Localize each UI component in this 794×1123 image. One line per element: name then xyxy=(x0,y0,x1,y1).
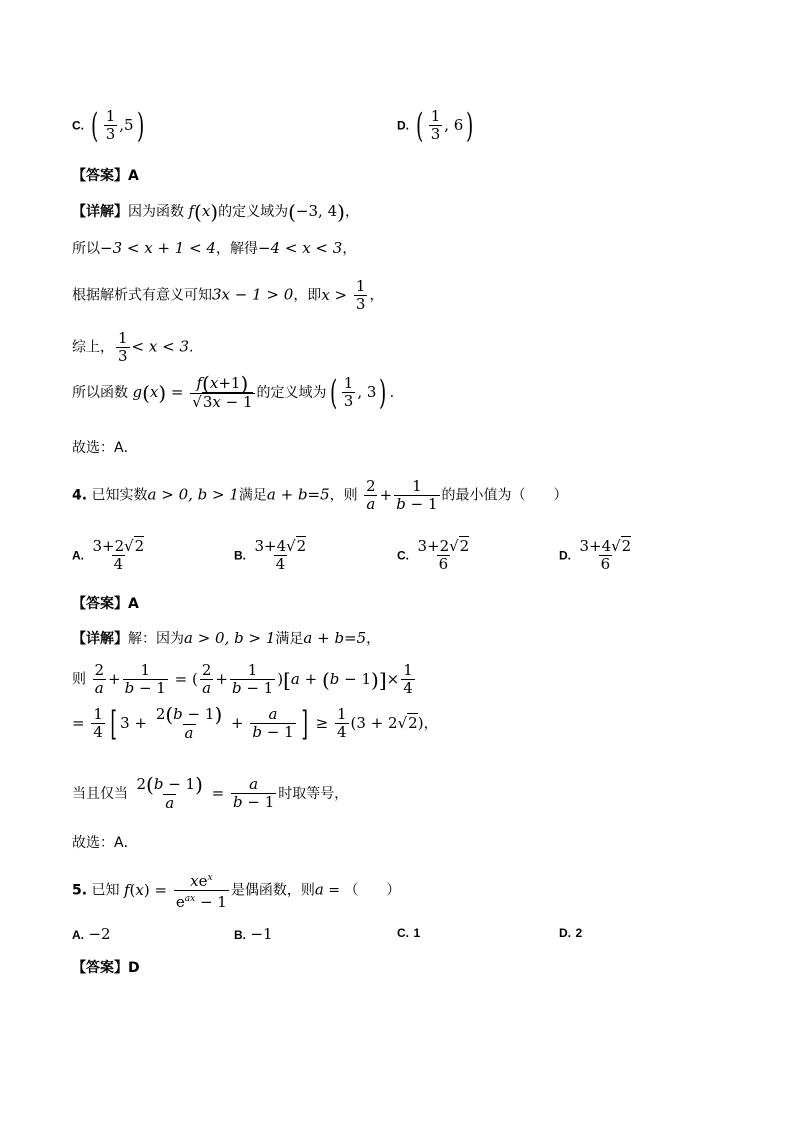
q5-stem: 5. 已知 f(x) = $\frac{xe^x}{e^{ax} - 1}$ 是偶函数，则a = （ ） xyxy=(72,872,401,911)
q4-detail-line-4: 当且仅当 $\frac{2(b - 1)}{a}$ = $\frac{a}{b - 1}$ 时取等号， xyxy=(72,772,349,812)
q4-detail-line-3: = $\frac{1}{4}$ [ 3 + $\frac{2(b - 1)}{a}$ + $\frac{a}{b - 1}$ ] ≥ $\frac{1}{4}$ (3 + 2√2)， xyxy=(72,702,438,744)
q4-answer: 【答案】A xyxy=(72,596,139,612)
q4-option-b: B. $\frac{3+4√2}{4}$ xyxy=(234,537,307,573)
q5-option-d: D. 2 xyxy=(559,926,583,940)
q3-detail-line-3: 根据解析式有意义可知3x − 1 > 0，即x > $\frac{1}{3}$ ， xyxy=(72,277,384,313)
q4-conclusion: 故选：A． xyxy=(72,835,138,851)
q5-option-a: A. −2 xyxy=(72,925,111,943)
q5-option-c: C. 1 xyxy=(397,926,421,940)
q4-option-d: D. $\frac{3+4√2}{6}$ xyxy=(559,537,632,573)
q4-detail-line-1: 【详解】解：因为a > 0, b > 1满足a + b=5， xyxy=(72,629,381,647)
q4-option-c: C. $\frac{3+2√2}{6}$ xyxy=(397,537,470,573)
q3-detail-line-5: 所以函数 g(x) = $\frac{f(x+1)}{√3x - 1}$ 的定义域为( $\frac{1}{3}$ , 3) . xyxy=(72,371,395,413)
q5-answer: 【答案】D xyxy=(72,960,140,976)
q5-option-b: B. −1 xyxy=(234,925,273,943)
q3-option-c-math: ( $\frac{1}{3}$ ,5) xyxy=(91,105,144,146)
q3-option-c: C. ( $\frac{1}{3}$ ,5) xyxy=(72,108,147,143)
q3-detail-line-4: 综上， $\frac{1}{3}$ < x < 3. xyxy=(72,329,194,365)
q3-detail-line-1: 【详解】因为函数 f(x)的定义域为(−3, 4)， xyxy=(72,200,359,224)
q4-detail-line-2: 则 $\frac{2}{a}$ + $\frac{1}{b - 1}$ = ( $\frac{2}{a}$ + $\frac{1}{b - 1}$ )[a + (b − 1)]× $\frac{1}{4}$ xyxy=(72,661,413,697)
q3-detail-line-2: 所以−3 < x + 1 < 4，解得−4 < x < 3， xyxy=(72,239,357,257)
q3-option-d: D. ( $\frac{1}{3}$ , 6) xyxy=(397,108,477,143)
q4-stem: 4. 已知实数a > 0, b > 1满足a + b=5，则 $\frac{2}{a}$ + $\frac{1}{b - 1}$ 的最小值为（ ） xyxy=(72,477,568,513)
q4-option-a: A. $\frac{3+2√2}{4}$ xyxy=(72,537,145,573)
q3-answer: 【答案】A xyxy=(72,168,139,184)
q3-option-d-math: ( $\frac{1}{3}$ , 6) xyxy=(416,105,474,146)
q3-conclusion: 故选：A． xyxy=(72,440,138,456)
